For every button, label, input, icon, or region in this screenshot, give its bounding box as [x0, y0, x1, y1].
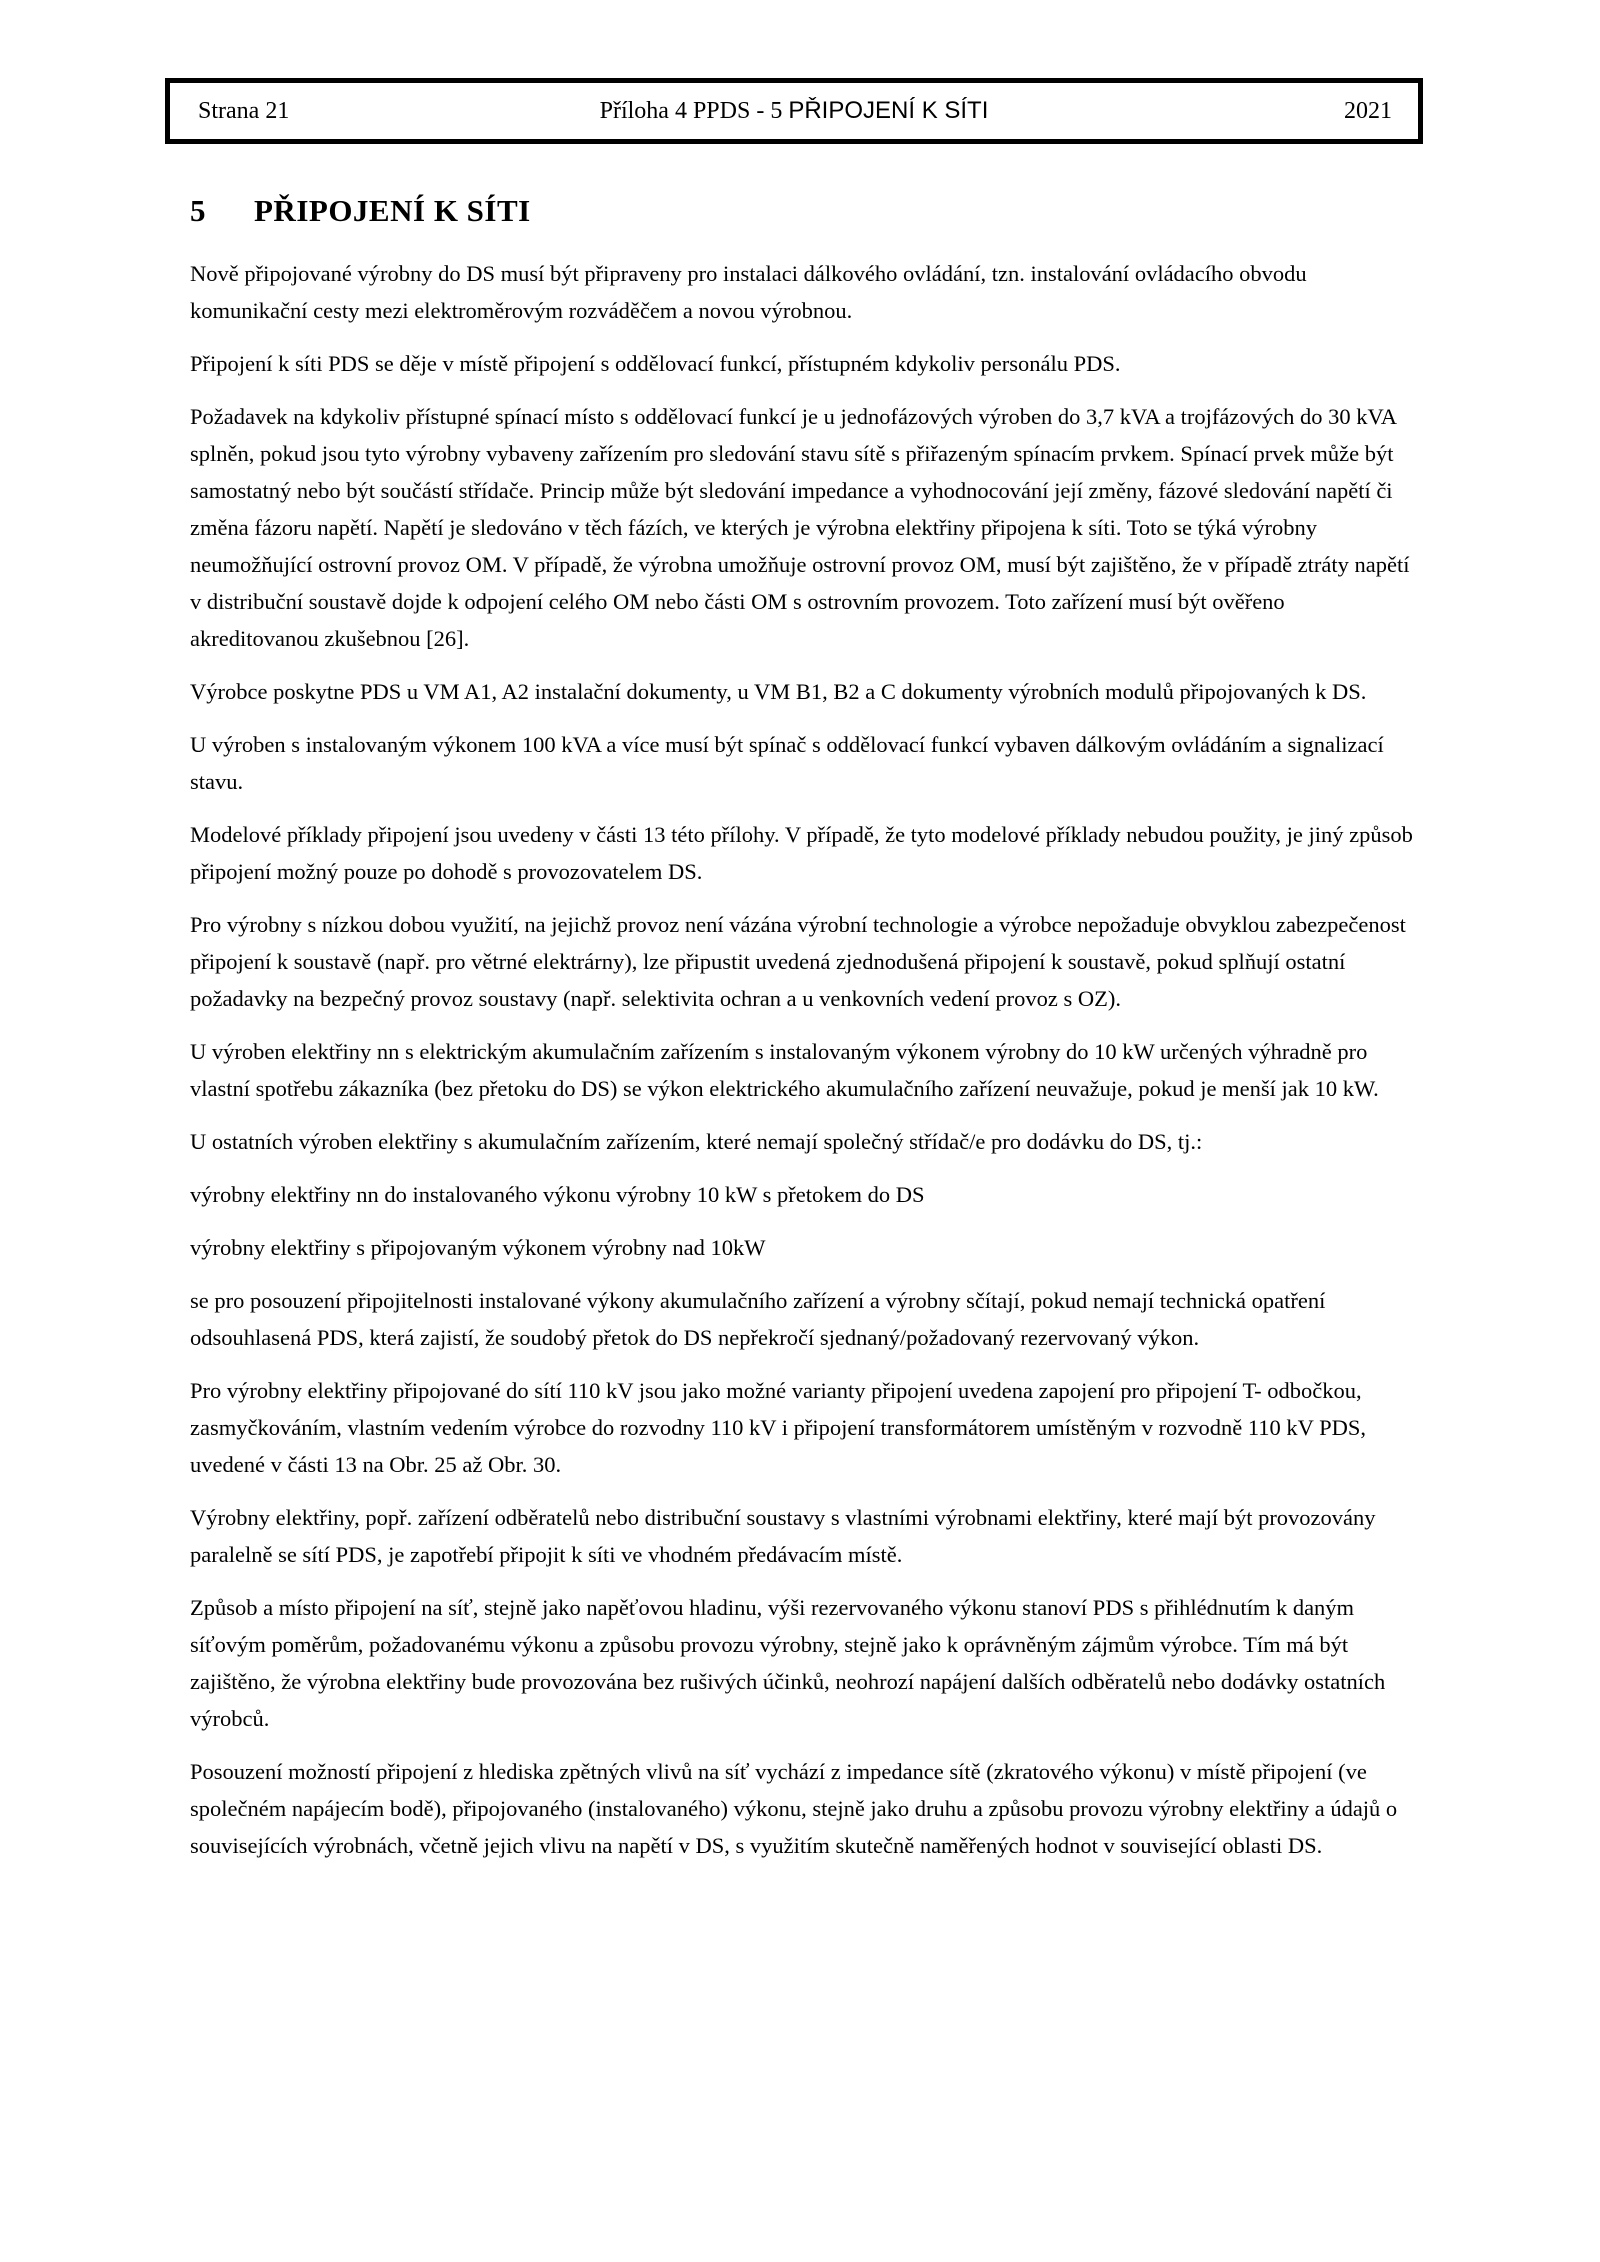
header-year: 2021	[1344, 97, 1392, 124]
paragraph: Výrobce poskytne PDS u VM A1, A2 instalační dokumenty, u VM B1, B2 a C dokumenty výrobních modulů připojovaných k DS.	[190, 679, 1367, 704]
section-number: 5	[190, 193, 206, 228]
paragraph: U ostatních výroben elektřiny s akumulačním zařízením, které nemají společný střídač/e pro dodávku do DS, tj.:	[190, 1129, 1203, 1154]
paragraph: Nově připojované výrobny do DS musí být připraveny pro instalaci dálkového ovládání, tzn. instalování ovládacího obvodu komunikační cesty mezi elektroměrovým rozváděčem a novou výrobnou.	[190, 261, 1307, 323]
paragraph: Pro výrobny elektřiny připojované do sítí 110 kV jsou jako možné varianty připojení uvedena zapojení pro připojení T- odbočkou, zasmyčkováním, vlastním vedením výrobce do rozvodny 110 kV i připojení transformátorem umístěným v rozvodně 110 kV PDS, uvedené v části 13 na Obr. 25 až Obr. 30.	[190, 1378, 1367, 1477]
paragraph: U výroben s instalovaným výkonem 100 kVA a více musí být spínač s oddělovací funkcí vybaven dálkovým ovládáním a signalizací stavu.	[190, 732, 1384, 794]
header-doc-title	[480, 97, 1108, 125]
page-header-box	[165, 78, 1423, 144]
paragraph: Výrobny elektřiny, popř. zařízení odběratelů nebo distribuční soustavy s vlastními výrobnami elektřiny, které mají být provozovány paralelně se sítí PDS, je zapotřebí připojit k síti ve vhodném předávacím místě.	[190, 1505, 1376, 1567]
section-title-text: PŘIPOJENÍ K SÍTI	[254, 193, 531, 228]
section-title	[190, 193, 1418, 229]
paragraph: výrobny elektřiny s připojovaným výkonem výrobny nad 10kW	[190, 1235, 766, 1260]
header-doc-title-section: PŘIPOJENÍ K SÍTI	[788, 97, 989, 124]
paragraph: Posouzení možností připojení z hlediska zpětných vlivů na síť vychází z impedance sítě (zkratového výkonu) v místě připojení (ve společném napájecím bodě), připojovaného (instalovaného) výkonu, stejně jako druhu a způsobu provozu výrobny elektřiny a údajů o souvisejících výrobnách, včetně jejich vlivu na napětí v DS, s využitím skutečně naměřených hodnot v související oblasti DS.	[190, 1759, 1398, 1858]
paragraph: Pro výrobny s nízkou dobou využití, na jejichž provoz není vázána výrobní technologie a výrobce nepožaduje obvyklou zabezpečenost připojení k soustavě (např. pro větrné elektrárny), lze připustit uvedená zjednodušená připojení k soustavě, pokud splňují ostatní požadavky na bezpečný provoz soustavy (např. selektivita ochran a u venkovních vedení provoz s OZ).	[190, 912, 1406, 1011]
document-body	[190, 193, 1418, 1880]
paragraph: Připojení k síti PDS se děje v místě připojení s oddělovací funkcí, přístupném kdykoliv personálu PDS.	[190, 351, 1121, 376]
paragraph: Modelové příklady připojení jsou uvedeny v části 13 této přílohy. V případě, že tyto modelové příklady nebudou použity, je jiný způsob připojení možný pouze po dohodě s provozovatelem DS.	[190, 822, 1413, 884]
paragraph: výrobny elektřiny nn do instalovaného výkonu výrobny 10 kW s přetokem do DS	[190, 1182, 925, 1207]
paragraph: U výroben elektřiny nn s elektrickým akumulačním zařízením s instalovaným výkonem výrobny do 10 kW určených výhradně pro vlastní spotřebu zákazníka (bez přetoku do DS) se výkon elektrického akumulačního zařízení neuvažuje, pokud je menší jak 10 kW.	[190, 1039, 1379, 1101]
header-page-number: Strana 21	[198, 97, 290, 124]
paragraph: Požadavek na kdykoliv přístupné spínací místo s oddělovací funkcí je u jednofázových výroben do 3,7 kVA a trojfázových do 30 kVA splněn, pokud jsou tyto výrobny vybaveny zařízením pro sledování stavu sítě s přiřazeným spínacím prvkem. Spínací prvek může být samostatný nebo být součástí střídače. Princip může být sledování impedance a vyhodnocování její změny, fázové sledování napětí či změna fázoru napětí. Napětí je sledováno v těch fázích, ve kterých je výrobna elektřiny připojena k síti. Toto se týká výrobny neumožňující ostrovní provoz OM. V případě, že výrobna umožňuje ostrovní provoz OM, musí být zajištěno, že v případě ztráty napětí v distribuční soustavě dojde k odpojení celého OM nebo části OM s ostrovním provozem. Toto zařízení musí být ověřeno akreditovanou zkušebnou [26].	[190, 404, 1410, 651]
paragraph: se pro posouzení připojitelnosti instalované výkony akumulačního zařízení a výrobny sčítají, pokud nemají technická opatření odsouhlasená PDS, která zajistí, že soudobý přetok do DS nepřekročí sjednaný/požadovaný rezervovaný výkon.	[190, 1288, 1326, 1350]
header-doc-title-prefix: Příloha 4 PPDS - 5	[599, 98, 789, 124]
paragraph: Způsob a místo připojení na síť, stejně jako napěťovou hladinu, výši rezervovaného výkonu stanoví PDS s přihlédnutím k daným síťovým poměrům, požadovanému výkonu a způsobu provozu výrobny, stejně jako k oprávněným zájmům výrobce. Tím má být zajištěno, že výrobna elektřiny bude provozována bez rušivých účinků, neohrozí napájení dalších odběratelů nebo dodávky ostatních výrobců.	[190, 1595, 1386, 1731]
